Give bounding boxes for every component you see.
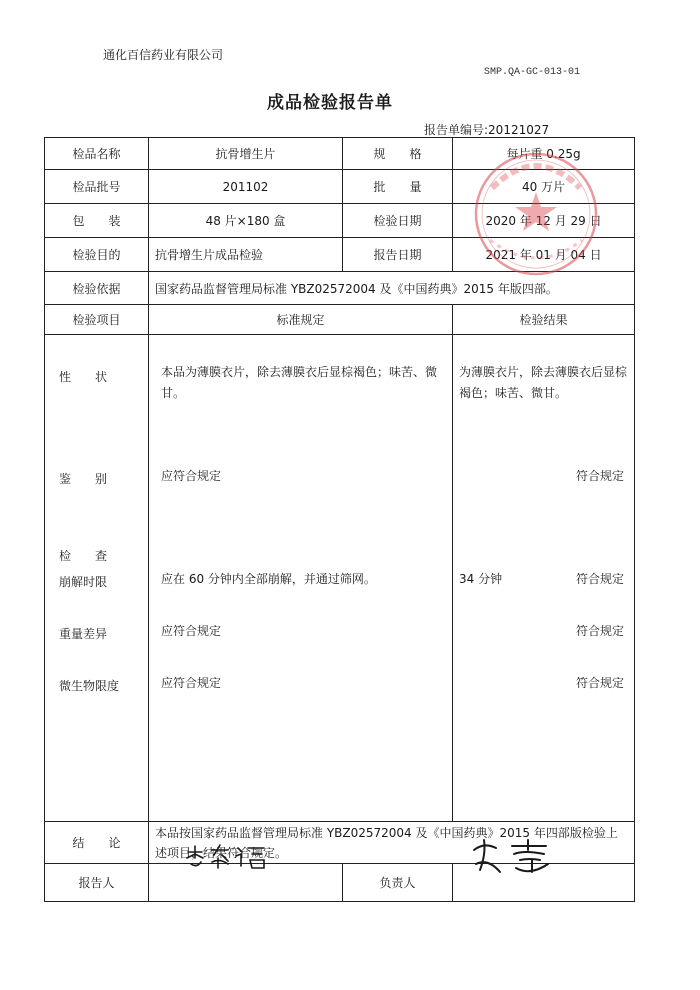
quantity-label: 批 量 (343, 170, 453, 204)
standard-weight-variation: 应符合规定 (161, 623, 222, 638)
spec-value: 每片重 0.25g (453, 138, 635, 170)
conclusion-label: 结 论 (45, 822, 149, 864)
report-number-value: 20121027 (488, 123, 550, 137)
quantity-value: 40 万片 (453, 170, 635, 204)
verdict-disintegration: 符合规定 (576, 571, 625, 586)
company-name: 通化百信药业有限公司 (103, 48, 224, 62)
spec-label: 规 格 (343, 138, 453, 170)
basis-label: 检验依据 (45, 272, 149, 305)
row-test-items (45, 335, 635, 822)
page-title: 成品检验报告单 (267, 93, 393, 113)
conclusion-text: 本品按国家药品监督管理局标准 YBZ02572004 及《中国药典》2015 年四部版检验上述项目，结果符合规定。 (149, 822, 635, 864)
item-label-microbial: 微生物限度 (59, 678, 120, 693)
reporter-signature (182, 842, 278, 872)
report-date-label: 报告日期 (343, 238, 453, 272)
header-item: 检验项目 (45, 305, 149, 335)
result-disintegration: 34 分钟 (459, 571, 503, 586)
inspection-date-value: 2020 年 12 月 29 日 (453, 204, 635, 238)
header-standard: 标准规定 (149, 305, 453, 335)
report-number-label: 报告单编号: (424, 123, 489, 137)
product-name-value: 抗骨增生片 (149, 138, 343, 170)
verdict-identification: 符合规定 (576, 468, 625, 483)
batch-label: 检品批号 (45, 170, 149, 204)
reporter-label: 报告人 (45, 864, 149, 902)
responsible-label: 负责人 (343, 864, 453, 902)
standard-disintegration: 应在 60 分钟内全部崩解，并通过筛网。 (161, 571, 376, 586)
item-label-weight-variation: 重量差异 (59, 626, 108, 641)
inspection-date-label: 检验日期 (343, 204, 453, 238)
packaging-label: 包 装 (45, 204, 149, 238)
company-seal-stamp (470, 148, 602, 280)
batch-value: 201102 (149, 170, 343, 204)
result-appearance: 为薄膜衣片，除去薄膜衣后显棕褐色；味苦、微甘。 (459, 364, 628, 400)
item-label-disintegration: 崩解时限 (59, 574, 108, 589)
document-code: SMP.QA-GC-013-01 (484, 67, 581, 78)
result-column (453, 335, 635, 822)
verdict-weight-variation: 符合规定 (576, 623, 625, 638)
verdict-microbial: 符合规定 (576, 675, 625, 690)
item-label-appearance: 性 状 (59, 369, 108, 384)
check-group-label: 检 查 (59, 548, 108, 563)
items-column (45, 335, 149, 822)
purpose-value: 抗骨增生片成品检验 (149, 238, 343, 272)
packaging-value: 48 片×180 盒 (149, 204, 343, 238)
product-name-label: 检品名称 (45, 138, 149, 170)
header-result: 检验结果 (453, 305, 635, 335)
basis-value: 国家药品监督管理局标准 YBZ02572004 及《中国药典》2015 年版四部。 (149, 272, 635, 305)
standard-microbial: 应符合规定 (161, 675, 222, 690)
responsible-signature (468, 838, 558, 878)
standard-identification: 应符合规定 (161, 468, 222, 483)
standard-column (149, 335, 453, 822)
row-table-headers (45, 305, 635, 335)
report-date-value: 2021 年 01 月 04 日 (453, 238, 635, 272)
purpose-label: 检验目的 (45, 238, 149, 272)
standard-appearance: 本品为薄膜衣片，除去薄膜衣后显棕褐色；味苦、微甘。 (161, 364, 438, 400)
report-number (424, 121, 549, 138)
item-label-identification: 鉴 别 (59, 471, 108, 486)
